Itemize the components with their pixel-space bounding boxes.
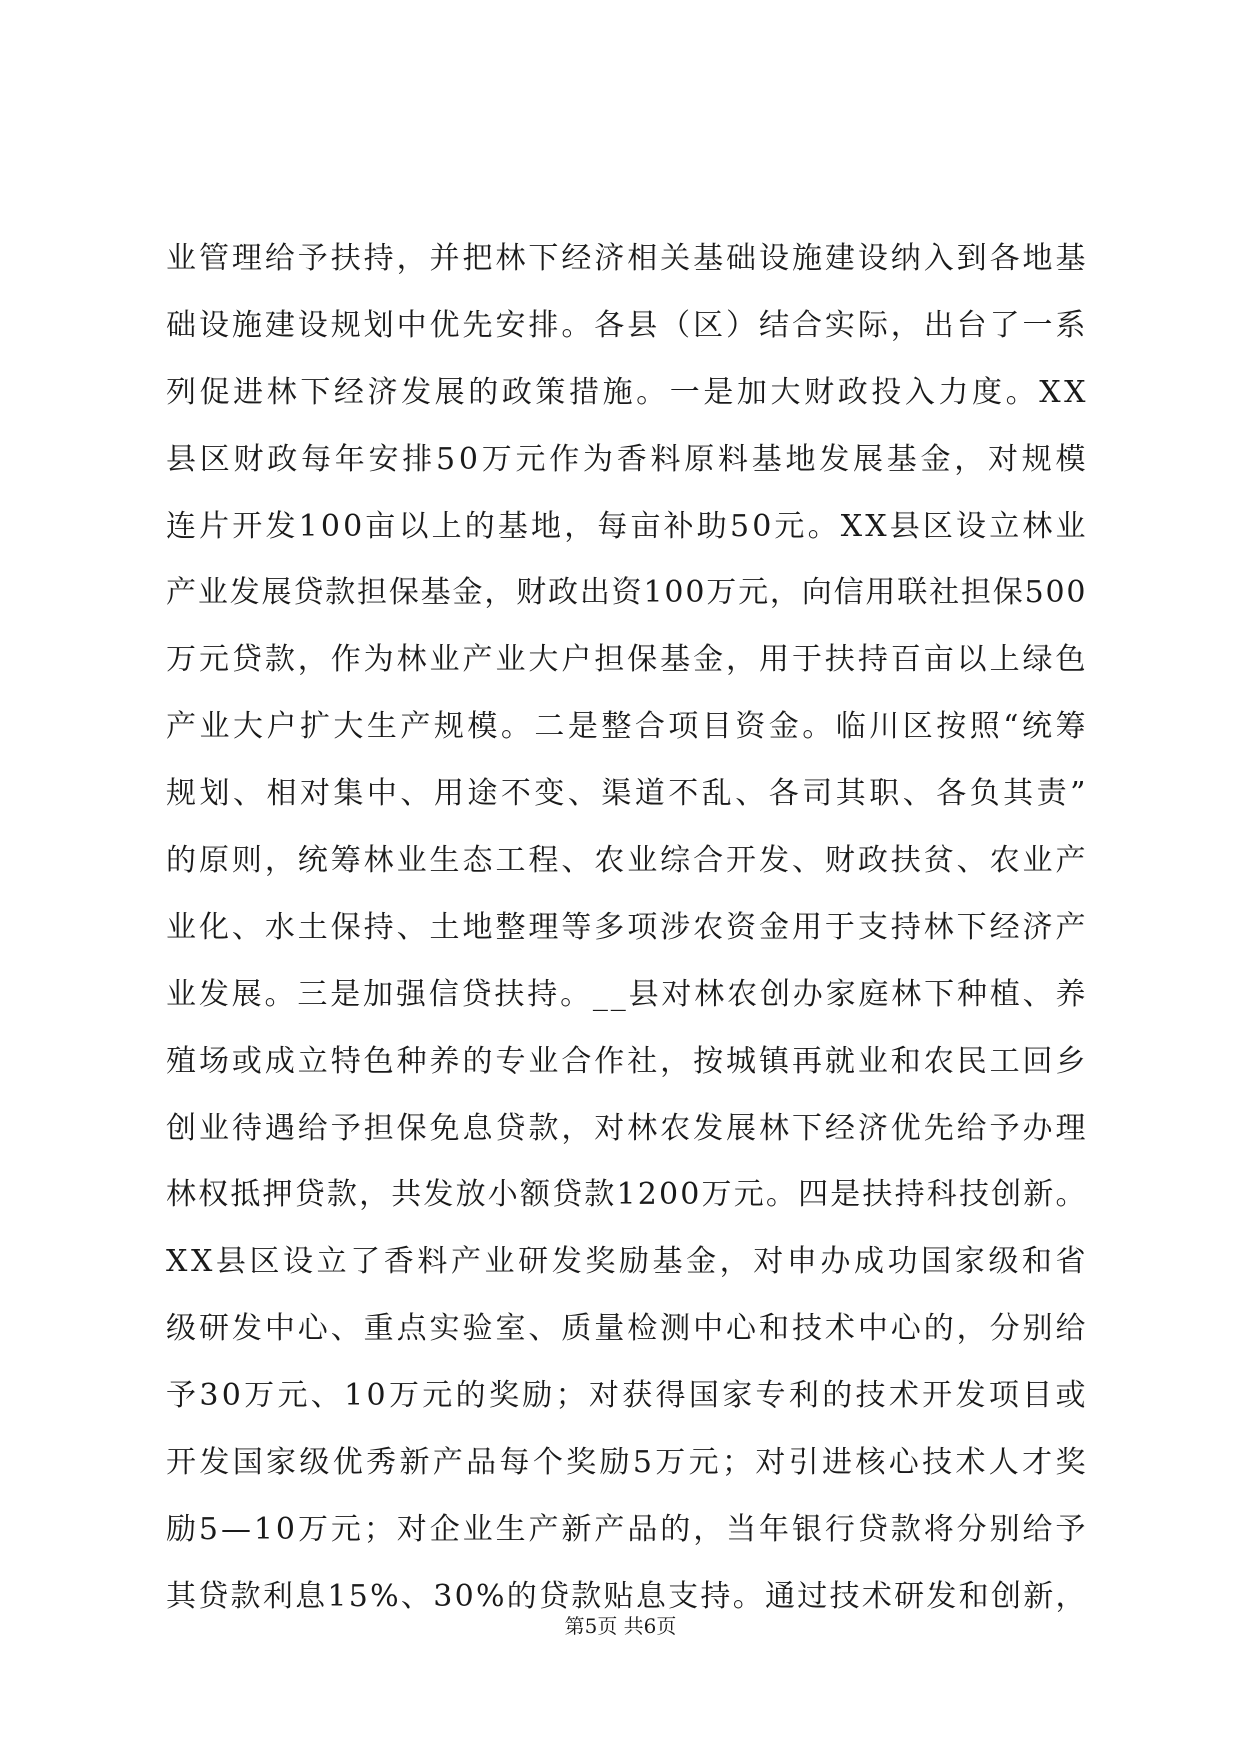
- text-line: 其贷款利息15%、30%的贷款贴息支持。通过技术研发和创新，: [166, 1578, 1088, 1614]
- text-line: 创业待遇给予担保免息贷款，对林农发展林下经济优先给予办理: [166, 1110, 1089, 1146]
- text-line: 县区财政每年安排50万元作为香料原料基地发展基金，对规模: [166, 441, 1090, 477]
- text-line: 级研发中心、重点实验室、质量检测中心和技术中心的，分别给: [166, 1311, 1089, 1347]
- text-line: 列促进林下经济发展的政策措施。一是加大财政投入力度。XX: [166, 374, 1090, 410]
- page-number-footer: 第5页 共6页: [564, 1614, 677, 1638]
- text-line: 产业大户扩大生产规模。二是整合项目资金。临川区按照“统筹: [166, 709, 1089, 745]
- text-line: 予30万元、10万元的奖励；对获得国家专利的技术开发项目或: [166, 1378, 1089, 1414]
- text-line: 业发展。三是加强信贷扶持。__县对林农创办家庭林下种植、养: [166, 976, 1089, 1012]
- text-line: 产业发展贷款担保基金，财政出资100万元，向信用联社担保500: [166, 575, 1088, 611]
- text-line: 励5—10万元；对企业生产新产品的，当年银行贷款将分别给予: [166, 1511, 1089, 1547]
- text-line: XX县区设立了香料产业研发奖励基金，对申办成功国家级和省: [166, 1244, 1090, 1280]
- body-text: [166, 226, 1090, 1631]
- text-line: 的原则，统筹林业生态工程、农业综合开发、财政扶贫、农业产: [166, 843, 1089, 879]
- text-line: 林权抵押贷款，共发放小额贷款1200万元。四是扶持科技创新。: [166, 1177, 1088, 1213]
- text-line: 业管理给予扶持，并把林下经济相关基础设施建设纳入到各地基: [166, 241, 1089, 276]
- text-line: 业化、水土保持、土地整理等多项涉农资金用于支持林下经济产: [166, 909, 1089, 945]
- text-line: 开发国家级优秀新产品每个奖励5万元；对引进核心技术人才奖: [166, 1445, 1089, 1481]
- text-line: 殖场或成立特色种养的专业合作社，按城镇再就业和农民工回乡: [166, 1043, 1089, 1079]
- text-line: 万元贷款，作为林业产业大户担保基金，用于扶持百亩以上绿色: [166, 642, 1089, 678]
- text-line: 规划、相对集中、用途不变、渠道不乱、各司其职、各负其责”: [166, 776, 1089, 812]
- text-line: 础设施建设规划中优先安排。各县（区）结合实际，出台了一系: [166, 307, 1089, 343]
- text-line: 连片开发100亩以上的基地，每亩补助50元。XX县区设立林业: [166, 508, 1089, 544]
